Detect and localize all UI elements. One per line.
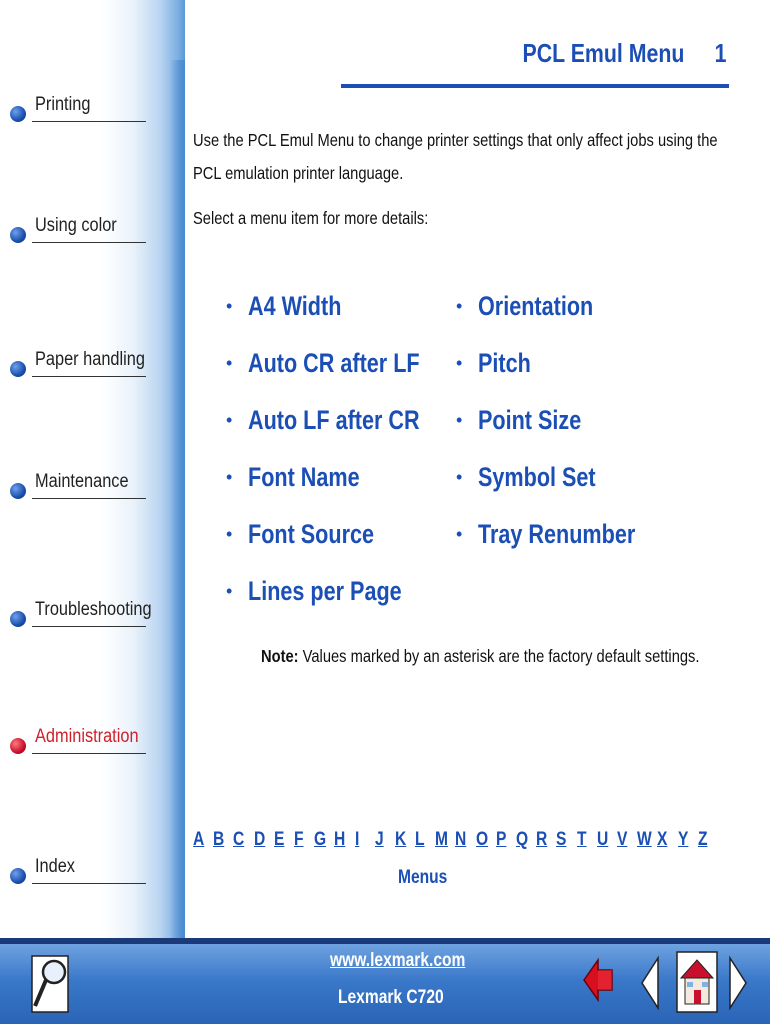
home-button[interactable] bbox=[675, 950, 719, 1014]
divider bbox=[32, 498, 146, 499]
select-instruction: Select a menu item for more details: bbox=[193, 208, 429, 228]
index-letter-c[interactable]: C bbox=[233, 829, 245, 850]
back-arrow-icon bbox=[582, 952, 616, 1008]
sidebar-item-label: Paper handling bbox=[35, 349, 145, 370]
index-letter-m[interactable]: M bbox=[435, 829, 449, 850]
index-letter-f[interactable]: F bbox=[293, 829, 304, 850]
index-letter-n[interactable]: N bbox=[455, 829, 467, 850]
index-letter-a[interactable]: A bbox=[193, 829, 205, 850]
sidebar-item-index[interactable] bbox=[10, 846, 146, 886]
menu-link[interactable]: Tray Renumber bbox=[478, 519, 636, 549]
divider bbox=[32, 883, 146, 884]
menu-link[interactable]: Pitch bbox=[478, 348, 531, 378]
menu-link[interactable]: Auto CR after LF bbox=[248, 348, 420, 378]
menu-item-tray-renumber[interactable] bbox=[456, 506, 675, 563]
intro-line-2: PCL emulation printer language. bbox=[193, 163, 404, 183]
bullet-icon: • bbox=[456, 353, 463, 373]
sidebar-item-printing[interactable] bbox=[10, 84, 146, 124]
website-link[interactable]: www.lexmark.com bbox=[330, 950, 466, 971]
sidebar-item-paper-handling[interactable] bbox=[10, 339, 146, 379]
index-letter-d[interactable]: D bbox=[253, 829, 265, 850]
divider bbox=[32, 626, 146, 627]
menu-link[interactable]: Symbol Set bbox=[478, 462, 596, 492]
menu-link[interactable]: Lines per Page bbox=[248, 576, 402, 606]
index-letter-l[interactable]: L bbox=[415, 829, 425, 850]
sidebar-item-label: Administration bbox=[35, 726, 139, 747]
index-letter-x[interactable]: X bbox=[657, 829, 668, 850]
index-letter-v[interactable]: V bbox=[616, 829, 628, 850]
alphabet-index bbox=[193, 829, 718, 851]
menus-link[interactable]: Menus bbox=[398, 867, 448, 888]
index-letter-y[interactable]: Y bbox=[677, 829, 688, 850]
search-icon bbox=[30, 950, 72, 1016]
index-letter-g[interactable]: G bbox=[314, 829, 327, 850]
menu-item-font-name[interactable] bbox=[226, 449, 462, 506]
index-letter-w[interactable]: W bbox=[637, 829, 652, 850]
note-body: Values marked by an asterisk are the factory default settings. bbox=[302, 646, 700, 666]
bullet-icon: • bbox=[456, 410, 463, 430]
sidebar-item-label: Maintenance bbox=[35, 471, 129, 492]
sidebar-item-troubleshooting[interactable] bbox=[10, 589, 152, 629]
sidebar-item-administration[interactable] bbox=[10, 716, 146, 756]
menu-item-auto-lf-after-cr[interactable] bbox=[226, 392, 462, 449]
sidebar-item-label: Printing bbox=[35, 94, 91, 115]
page-title: PCL Emul Menu bbox=[522, 38, 684, 68]
bullet-icon: • bbox=[456, 296, 463, 316]
note-text bbox=[261, 646, 699, 667]
bullet-dot-icon bbox=[10, 227, 26, 243]
next-page-button[interactable] bbox=[726, 954, 750, 1012]
divider bbox=[32, 242, 146, 243]
menu-item-auto-cr-after-lf[interactable] bbox=[226, 335, 462, 392]
next-page-icon bbox=[726, 954, 750, 1012]
menu-item-a4-width[interactable] bbox=[226, 278, 462, 335]
index-letter-h[interactable]: H bbox=[334, 829, 346, 850]
bullet-icon: • bbox=[226, 581, 233, 601]
divider bbox=[32, 753, 146, 754]
menu-item-lines-per-page[interactable] bbox=[226, 563, 462, 620]
bullet-icon: • bbox=[226, 410, 233, 430]
menu-item-font-source[interactable] bbox=[226, 506, 462, 563]
menu-item-pitch[interactable] bbox=[456, 335, 675, 392]
sidebar-item-label: Index bbox=[35, 856, 75, 877]
bullet-icon: • bbox=[226, 467, 233, 487]
intro-line-1: Use the PCL Emul Menu to change printer settings that only affect jobs using the bbox=[193, 130, 718, 150]
intro-text bbox=[193, 124, 718, 190]
back-button[interactable] bbox=[582, 952, 616, 1008]
index-letter-o[interactable]: O bbox=[475, 829, 488, 850]
index-letter-u[interactable]: U bbox=[596, 829, 609, 850]
divider bbox=[32, 376, 146, 377]
index-letter-t[interactable]: T bbox=[576, 829, 587, 850]
bullet-icon: • bbox=[456, 467, 463, 487]
index-letter-s[interactable]: S bbox=[556, 829, 567, 850]
menu-link[interactable]: Point Size bbox=[478, 405, 582, 435]
sidebar-item-label: Troubleshooting bbox=[35, 599, 152, 620]
index-letter-j[interactable]: J bbox=[374, 829, 384, 850]
menu-list-right bbox=[456, 278, 675, 563]
index-letter-k[interactable]: K bbox=[394, 829, 407, 850]
menu-item-orientation[interactable] bbox=[456, 278, 675, 335]
index-letter-r[interactable]: R bbox=[536, 829, 548, 850]
index-letter-i[interactable]: I bbox=[354, 829, 359, 850]
sidebar-item-maintenance[interactable] bbox=[10, 461, 146, 501]
page-number: 1 bbox=[714, 38, 726, 68]
note-label: Note: bbox=[261, 646, 299, 666]
index-letter-p[interactable]: P bbox=[495, 829, 507, 850]
bullet-icon: • bbox=[456, 524, 463, 544]
index-letter-z[interactable]: Z bbox=[697, 829, 708, 850]
bullet-dot-icon bbox=[10, 611, 26, 627]
product-name: Lexmark C720 bbox=[338, 987, 444, 1008]
bullet-dot-icon bbox=[10, 738, 26, 754]
bullet-dot-icon bbox=[10, 361, 26, 377]
menu-link[interactable]: Font Name bbox=[248, 462, 360, 492]
menu-link[interactable]: A4 Width bbox=[248, 291, 342, 321]
bullet-icon: • bbox=[226, 524, 233, 544]
home-icon bbox=[675, 950, 719, 1014]
sidebar-item-label: Using color bbox=[35, 215, 117, 236]
header-rule bbox=[341, 84, 729, 88]
menu-item-point-size[interactable] bbox=[456, 392, 675, 449]
menu-link[interactable]: Font Source bbox=[248, 519, 375, 549]
bullet-icon: • bbox=[226, 353, 233, 373]
previous-page-button[interactable] bbox=[638, 954, 662, 1012]
bullet-dot-icon bbox=[10, 483, 26, 499]
index-letter-e[interactable]: E bbox=[273, 829, 285, 850]
divider bbox=[32, 121, 146, 122]
bullet-dot-icon bbox=[10, 868, 26, 884]
menu-link[interactable]: Orientation bbox=[478, 291, 594, 321]
bullet-icon: • bbox=[226, 296, 233, 316]
menu-item-symbol-set[interactable] bbox=[456, 449, 675, 506]
menu-list-left bbox=[226, 278, 462, 620]
index-letter-b[interactable]: B bbox=[213, 829, 225, 850]
menu-link[interactable]: Auto LF after CR bbox=[248, 405, 420, 435]
search-button[interactable] bbox=[30, 950, 72, 1016]
bullet-dot-icon bbox=[10, 106, 26, 122]
previous-page-icon bbox=[638, 954, 662, 1012]
sidebar-item-using-color[interactable] bbox=[10, 205, 146, 245]
index-letter-q[interactable]: Q bbox=[516, 829, 529, 850]
